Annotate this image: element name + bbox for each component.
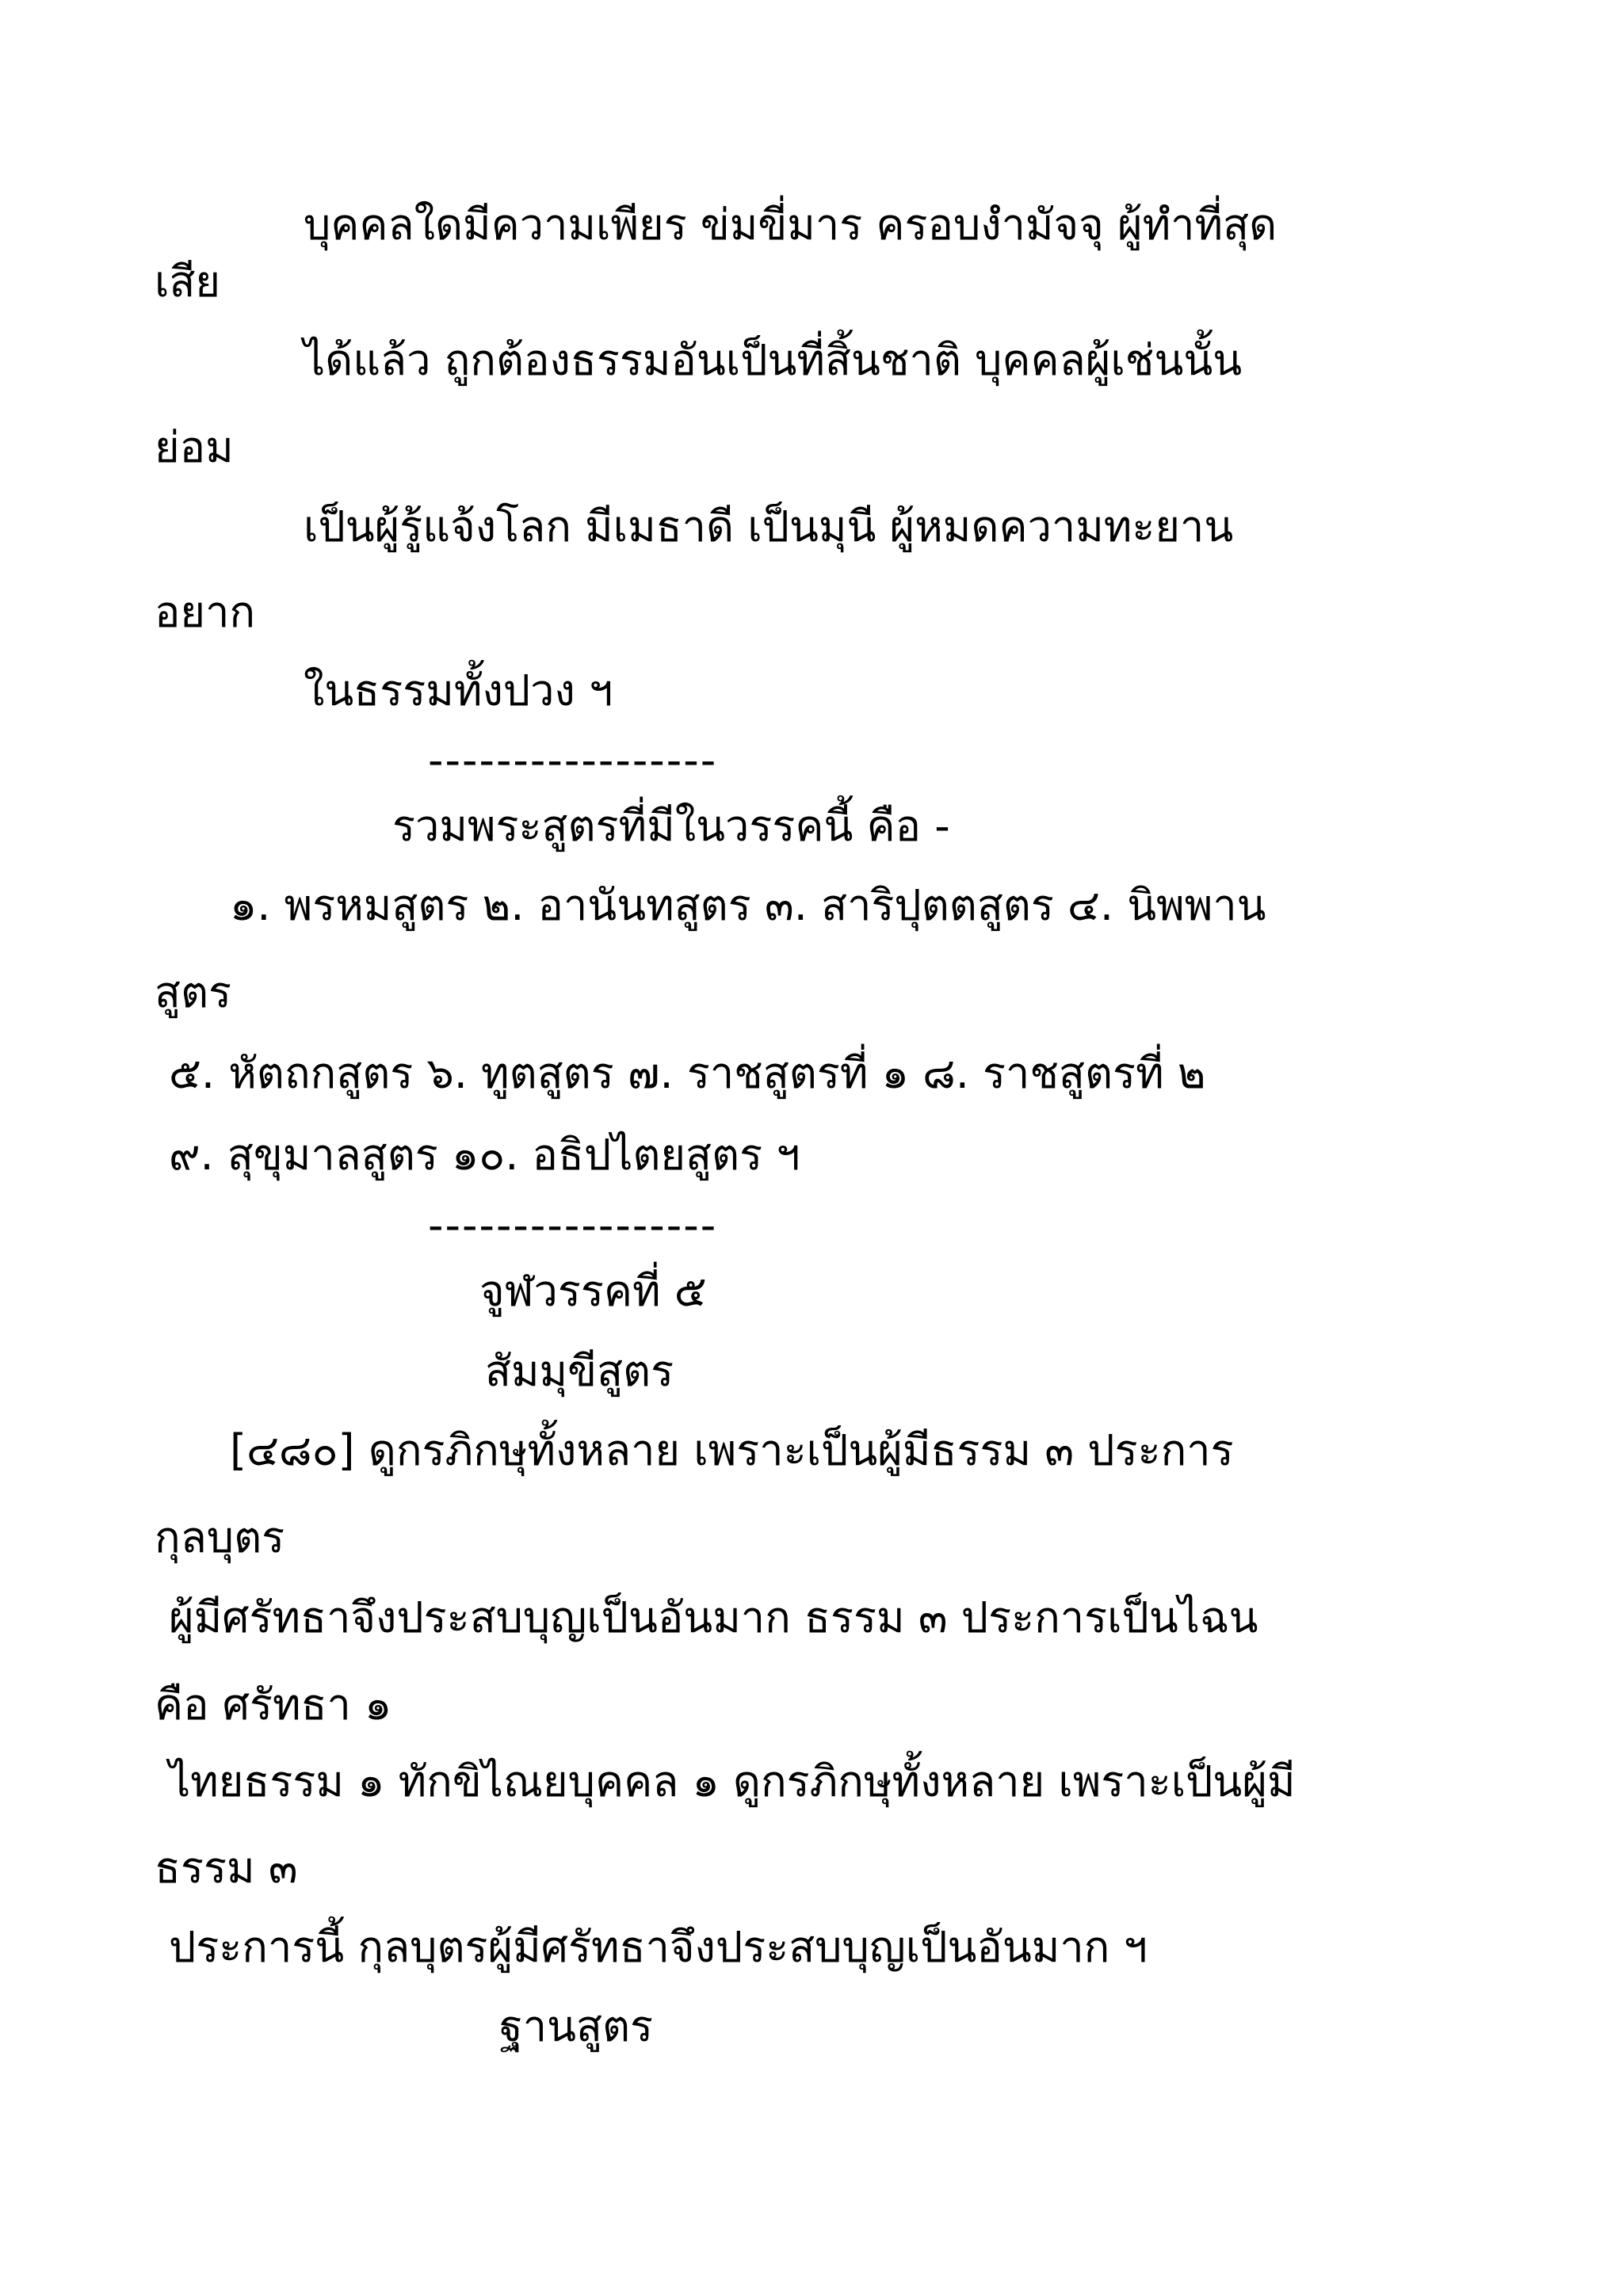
text-line: ๕. หัตถกสูตร ๖. ทูตสูตร ๗. ราชสูตรที่ ๑ ๘. ราชสูตรที่ ๒ bbox=[169, 1048, 1206, 1098]
text-line: ในธรรมทั้งปวง ฯ bbox=[304, 666, 613, 715]
text-line: บุคคลใดมีความเพียร ข่มขี่มาร ครอบงำมัจจุ ผู้ทำที่สุด bbox=[304, 200, 1277, 250]
text-line: [๔๘๐] ดูกรภิกษุทั้งหลาย เพราะเป็นผู้มีธรรม ๓ ประการ bbox=[230, 1425, 1234, 1475]
text-line: ๑. พรหมสูตร ๒. อานันทสูตร ๓. สาริปุตตสูตร ๔. นิพพาน bbox=[230, 880, 1266, 930]
text-line: อยาก bbox=[155, 587, 256, 637]
text-line: ๙. สุขุมาลสูตร ๑๐. อธิปไตยสูตร ฯ bbox=[169, 1130, 800, 1180]
text-line: ได้แล้ว ถูกต้องธรรมอันเป็นที่สิ้นชาติ บุคคลผู้เช่นนั้น bbox=[304, 335, 1243, 385]
text-line: ประการนี้ กุลบุตรผู้มีศรัทธาจึงประสบบุญเป็นอันมาก ฯ bbox=[169, 1922, 1148, 1972]
text-line: เสีย bbox=[155, 257, 221, 307]
text-line: ไทยธรรม ๑ ทักขิไณยบุคคล ๑ ดูกรภิกษุทั้งหลาย เพราะเป็นผู้มี bbox=[169, 1756, 1296, 1806]
sutta-title: ฐานสูตร bbox=[499, 2001, 654, 2051]
text-line: ผู้มีศรัทธาจึงประสบบุญเป็นอันมาก ธรรม ๓ ประการเป็นไฉน bbox=[169, 1592, 1258, 1642]
text-line: ย่อม bbox=[155, 422, 234, 472]
sutta-title: สัมมุขีสูตร bbox=[485, 1346, 674, 1396]
text-line: คือ ศรัทธา ๑ bbox=[155, 1680, 392, 1730]
section-heading: รวมพระสูตรที่มีในวรรคนี้ คือ - bbox=[392, 801, 950, 851]
separator-line: ----------------- bbox=[428, 735, 718, 785]
text-line: กุลบุตร bbox=[155, 1512, 285, 1562]
chapter-heading: จูฬวรรคที่ ๕ bbox=[479, 1266, 707, 1316]
separator-line: ----------------- bbox=[428, 1200, 718, 1250]
text-line: เป็นผู้รู้แจ้งโลก มีเมธาดี เป็นมุนี ผู้หมดความทะยาน bbox=[304, 502, 1234, 551]
text-line: สูตร bbox=[155, 967, 232, 1017]
text-line: ธรรม ๓ bbox=[155, 1843, 298, 1893]
